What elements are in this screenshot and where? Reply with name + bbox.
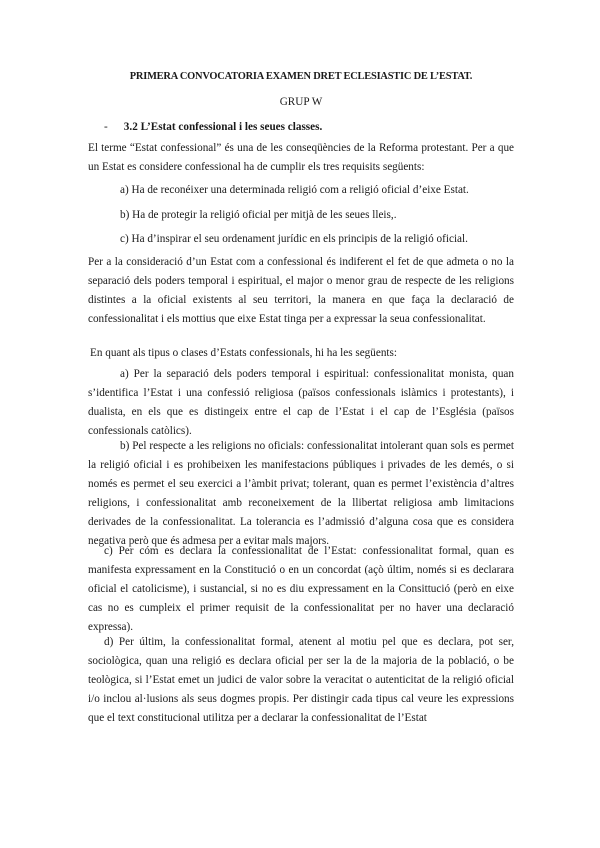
type-paragraph-c: c) Per cóm es declara la confessionalitat de l’Estat: confessionalitat formal, quan es manifesta expressament en la Constitució o en un concordat (açò últim, només si es declarara oficial el catolicisme), i sustancial, si no es diu expressament en la Consittució (però en eixe cas no es cumpleix el primer requisit de la confessionalitat per no haver una declaració expressa). bbox=[88, 545, 514, 633]
section-bullet: - bbox=[104, 121, 108, 133]
requirement-item-c: c) Ha d’inspirar el seu ordenament jurídic en els principis de la religió oficial. bbox=[120, 233, 468, 245]
document-title: PRIMERA CONVOCATORIA EXAMEN DRET ECLESIASTIC DE L’ESTAT. bbox=[129, 71, 473, 82]
group-label: GRUP W bbox=[279, 96, 323, 108]
section-heading bbox=[104, 121, 322, 133]
consideration-paragraph: Per a la consideració d’un Estat com a confessional és indiferent el fet de que admeta o no la separació dels poders temporal i espiritual, el major o menor grau de respecte de les religions distintes a la oficial existents al seu territori, la manera en que faça la declaració de confessionalitat i els mottius que eixe Estat tinga per a expressar la seua confessionalitat. bbox=[88, 256, 514, 325]
intro-paragraph: El terme “Estat confessional” és una de les conseqüències de la Reforma protestant. Per a que un Estat es considere confessional ha de cumplir els tres requisits següents: bbox=[88, 142, 514, 173]
requirement-item-a: a) Ha de reconéixer una determinada religió com a religió oficial d’eixe Estat. bbox=[120, 184, 469, 196]
type-paragraph-d: d) Per últim, la confessionalitat formal, atenent al motiu pel que es declara, pot ser, sociològica, quan una religió es declara oficial per ser la de la majoria de la població, o be teològica, si l’Estat emet un judici de valor sobre la veracitat o autenticitat de la religió oficial i/o inclou al·lusions als seus dogmes propis. Per distingir cada tipus cal veure les expressions que el text constitucional utilitza per a declarar la confessionalitat de l’Estat bbox=[88, 636, 514, 724]
section-heading-text: 3.2 L’Estat confessional i les seues classes. bbox=[123, 121, 323, 133]
type-paragraph-b: b) Pel respecte a les religions no oficials: confessionalitat intolerant quan sols es permet la religió oficial i es prohibeixen les manifestacions públiques i privades de les demés, o si només es permet el seu exercici a l’àmbit privat; tolerant, quan es permet l’existència d’altres religions, i confessionalitat amb reconeixement de la llibertat religiosa amb limitacions derivades de la confessionalitat. La tolerancia es l’admissió d’alguna cosa que es considera negativa però que és admesa per a evitar mals majors. bbox=[88, 440, 514, 547]
requirement-item-b: b) Ha de protegir la religió oficial per mitjà de les seues lleis,. bbox=[120, 209, 397, 221]
types-intro-paragraph: En quant als tipus o clases d’Estats confessionals, hi ha les següents: bbox=[90, 347, 397, 359]
type-paragraph-a: a) Per la separació dels poders temporal i espiritual: confessionalitat monista, quan s’identifica l’Estat i una confessió religiosa (països confessionals islàmics i protestants), i dualista, en els que es distingeix entre el cap de l’Estat i el cap de l’Església (països confessionals catòlics). bbox=[88, 368, 514, 437]
